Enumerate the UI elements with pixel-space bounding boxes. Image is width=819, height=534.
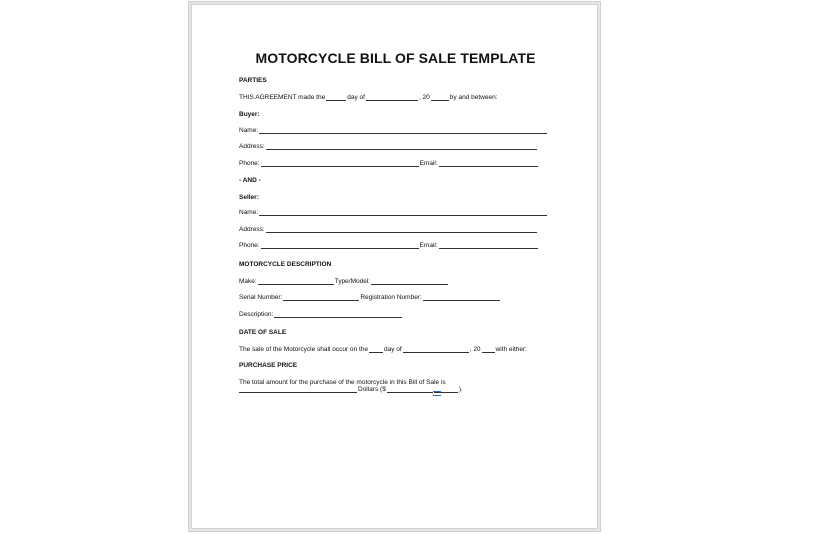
- seller-email-label: Email:: [419, 242, 438, 249]
- seller-address-label: Address:: [239, 226, 265, 233]
- seller-name-blank[interactable]: [259, 209, 547, 216]
- sale-month-blank[interactable]: [403, 346, 469, 353]
- serial-registration-row: [239, 294, 501, 301]
- buyer-name-row: [239, 127, 548, 134]
- amount-words-blank[interactable]: [239, 386, 357, 393]
- type-model-label: Type/Model:: [334, 278, 371, 285]
- seller-address-blank[interactable]: [266, 226, 537, 233]
- buyer-email-blank[interactable]: [439, 160, 538, 167]
- seller-email-blank[interactable]: [439, 242, 538, 249]
- document-title: MOTORCYCLE BILL OF SALE TEMPLATE: [255, 50, 536, 66]
- day-blank[interactable]: [326, 94, 346, 101]
- agreement-line: [239, 94, 497, 101]
- seller-contact-row: [239, 242, 539, 249]
- serial-number-label: Serial Number:: [239, 294, 283, 301]
- year-blank[interactable]: [431, 94, 449, 101]
- buyer-name-blank[interactable]: [259, 127, 547, 134]
- date-text-a: The sale of the Motorcycle shall occur on the: [239, 346, 368, 353]
- sale-year-blank[interactable]: [482, 346, 495, 353]
- date-text-b: day of: [383, 346, 402, 353]
- agreement-text-c: , 20: [418, 94, 430, 101]
- dollars-label: Dollars ($: [358, 386, 386, 393]
- purchase-price-heading: PURCHASE PRICE: [239, 362, 298, 369]
- month-blank[interactable]: [366, 94, 418, 101]
- edit-mark-icon: [433, 391, 441, 396]
- description-label: Description:: [239, 311, 274, 318]
- purchase-price-amount-row: [239, 386, 463, 393]
- description-row: [239, 311, 403, 318]
- buyer-phone-label: Phone:: [239, 160, 260, 167]
- and-separator: - AND -: [239, 177, 261, 184]
- document-page: [191, 4, 598, 529]
- dollars-close: ).: [458, 386, 463, 393]
- buyer-address-label: Address:: [239, 143, 265, 150]
- seller-name-label: Name:: [239, 209, 259, 216]
- purchase-price-text: The total amount for the purchase of the motorcycle in this Bill of Sale is: [239, 379, 446, 386]
- amount-number-blank[interactable]: [387, 386, 433, 393]
- agreement-text-b: day of: [347, 94, 365, 101]
- registration-number-blank[interactable]: [423, 294, 500, 301]
- seller-name-row: [239, 209, 548, 216]
- seller-heading: Seller:: [239, 194, 259, 201]
- seller-phone-label: Phone:: [239, 242, 260, 249]
- description-blank[interactable]: [274, 311, 402, 318]
- buyer-name-label: Name:: [239, 127, 259, 134]
- agreement-text-a: THIS AGREEMENT made the: [239, 94, 326, 101]
- buyer-address-row: [239, 143, 538, 150]
- date-text-c: , 20: [469, 346, 481, 353]
- buyer-address-blank[interactable]: [266, 143, 537, 150]
- date-of-sale-line: [239, 346, 527, 353]
- motorcycle-description-heading: MOTORCYCLE DESCRIPTION: [239, 261, 332, 268]
- buyer-contact-row: [239, 160, 539, 167]
- seller-phone-blank[interactable]: [261, 242, 419, 249]
- buyer-phone-blank[interactable]: [261, 160, 419, 167]
- make-model-row: [239, 278, 449, 285]
- buyer-email-label: Email:: [419, 160, 438, 167]
- serial-number-blank[interactable]: [283, 294, 359, 301]
- date-text-d: with either:: [495, 346, 527, 353]
- buyer-heading: Buyer:: [239, 111, 260, 118]
- seller-address-row: [239, 226, 538, 233]
- type-model-blank[interactable]: [371, 278, 448, 285]
- agreement-text-d: by and between:: [449, 94, 498, 101]
- parties-heading: PARTIES: [239, 77, 267, 84]
- registration-number-label: Registration Number:: [360, 294, 422, 301]
- make-blank[interactable]: [258, 278, 334, 285]
- make-label: Make:: [239, 278, 257, 285]
- sale-day-blank[interactable]: [369, 346, 383, 353]
- date-of-sale-heading: DATE OF SALE: [239, 329, 287, 336]
